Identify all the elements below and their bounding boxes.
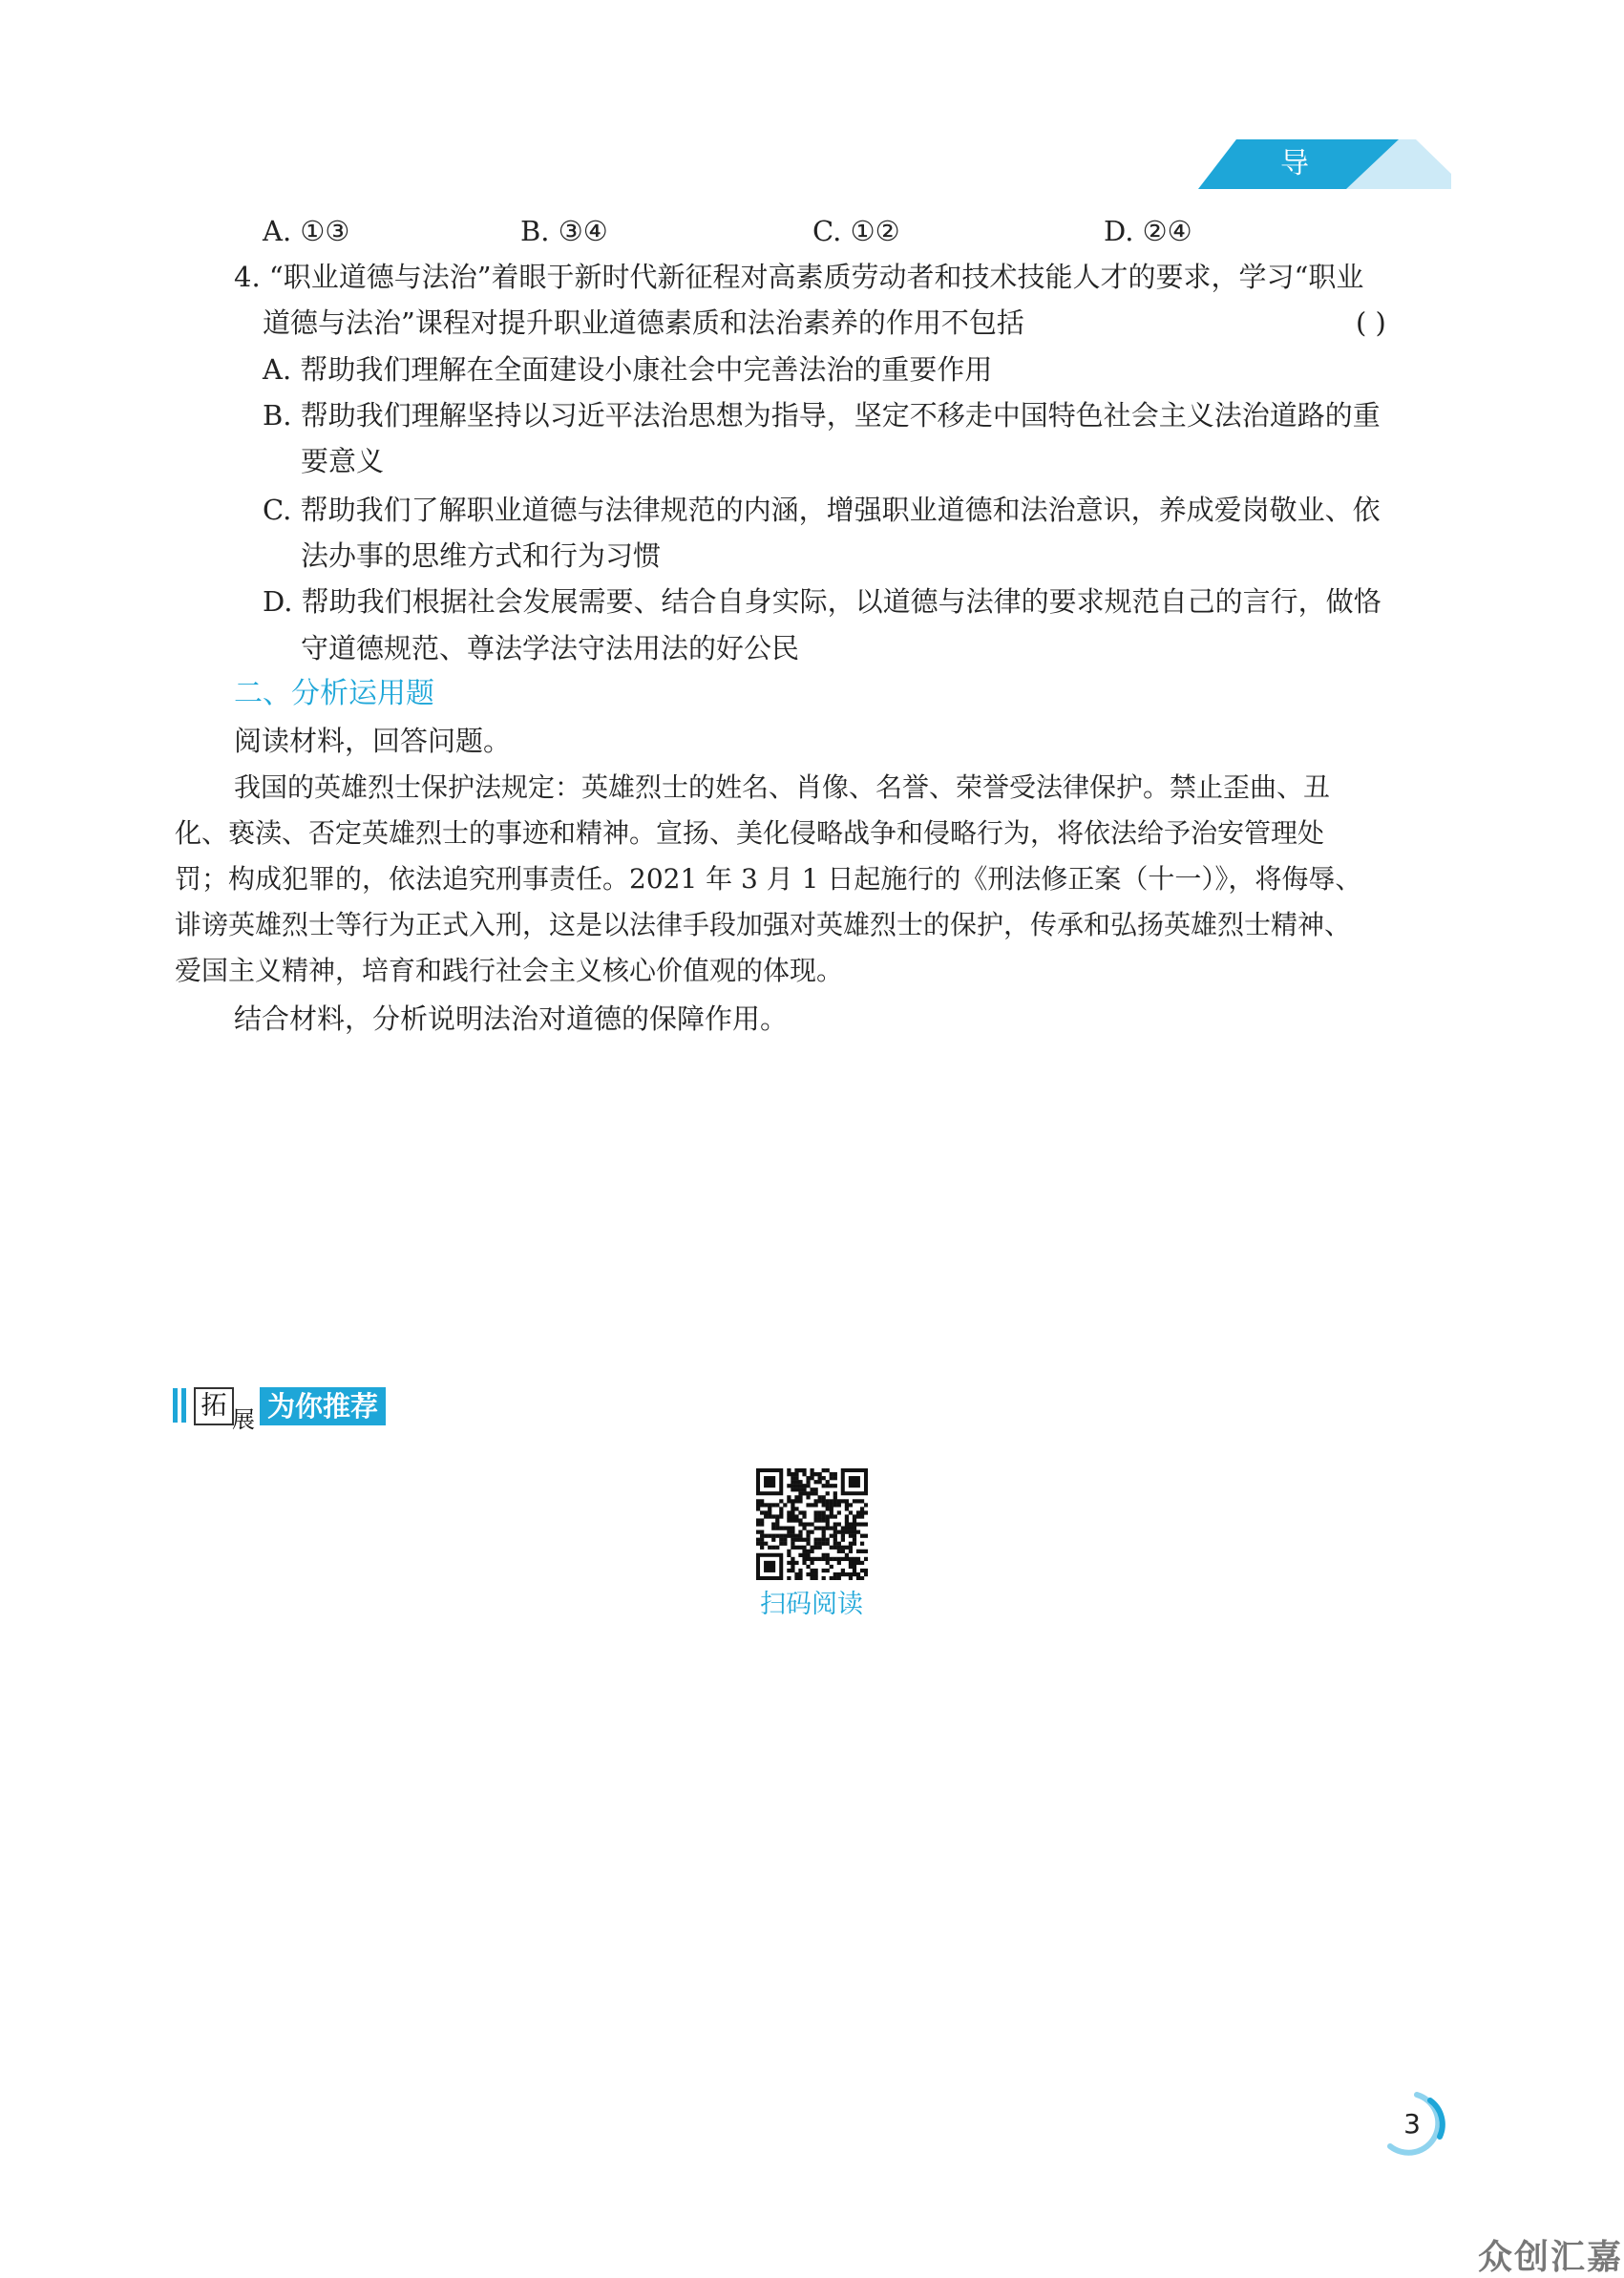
q4-option-a: A. 帮助我们理解在全面建设小康社会中完善法治的重要作用 [263,353,993,386]
material-line-1: 我国的英雄烈士保护法规定：英雄烈士的姓名、肖像、名誉、荣誉受法律保护。禁止歪曲、丑 [234,771,1331,803]
recommend-banner: 为你推荐 [260,1387,386,1425]
material-line-4: 诽谤英雄烈士等行为正式入刑，这是以法律手段加强对英雄烈士的保护，传承和弘扬英雄烈士精神、 [175,909,1352,940]
qr-caption[interactable]: 扫码阅读 [760,1590,863,1619]
recommend-accent-bar [173,1388,178,1423]
q4-option-d-line1: D. 帮助我们根据社会发展需要、结合自身实际，以道德与法律的要求规范自己的言行，做恪 [263,585,1381,618]
page-number: 3 [1403,2108,1421,2140]
q4-option-c-line2: 法办事的思维方式和行为习惯 [301,539,662,572]
q4-answer-bracket: ( ) [1356,306,1386,339]
material-line-5: 爱国主义精神，培育和践行社会主义核心价值观的体现。 [175,955,844,986]
material-line-2: 化、亵渎、否定英雄烈士的事迹和精神。宣扬、美化侵略战争和侵略行为，将依法给予治安管理处 [175,817,1325,849]
q3-option-d: D. ②④ [1104,215,1192,247]
section-heading: 二、分析运用题 [234,677,434,710]
qr-code-graphic [756,1468,868,1580]
page-number-badge [1381,2091,1447,2158]
section-question: 结合材料，分析说明法治对道德的保障作用。 [234,1002,789,1035]
section-instruction: 阅读材料，回答问题。 [234,725,512,757]
q4-option-d-line2: 守道德规范、尊法学法守法用法的好公民 [301,632,800,664]
section-header-tab [1198,139,1451,230]
watermark: 众创汇嘉 [1478,2238,1624,2277]
q4-option-b-line2: 要意义 [301,445,385,477]
q3-option-b: B. ③④ [520,215,608,247]
recommend-accent-bar [181,1388,186,1423]
material-line-3: 罚；构成犯罪的，依法追究刑事责任。2021 年 3 月 1 日起施行的《刑法修正案（十一）》，将侮辱、 [175,863,1362,895]
q3-option-c: C. ①② [812,215,900,247]
q3-option-a: A. ①③ [263,215,350,247]
q4-option-c-line1: C. 帮助我们了解职业道德与法律规范的内涵，增强职业道德和法治意识，养成爱岗敬业、依 [263,494,1381,526]
q4-stem-line2: 道德与法治”课程对提升职业道德素质和法治素养的作用不包括 [263,306,1024,339]
q4-stem-line1: 4. “职业道德与法治”着眼于新时代新征程对高素质劳动者和技术技能人才的要求，学习“职业 [234,261,1364,293]
recommend-sub-char: 展 [232,1406,255,1433]
recommend-box-char: 拓 [194,1387,234,1425]
qr-code-icon[interactable] [756,1468,868,1580]
q4-option-b-line1: B. 帮助我们理解坚持以习近平法治思想为指导，坚定不移走中国特色社会主义法治道路的重 [263,399,1381,432]
header-tab-label: 导 言 [1280,147,1326,230]
